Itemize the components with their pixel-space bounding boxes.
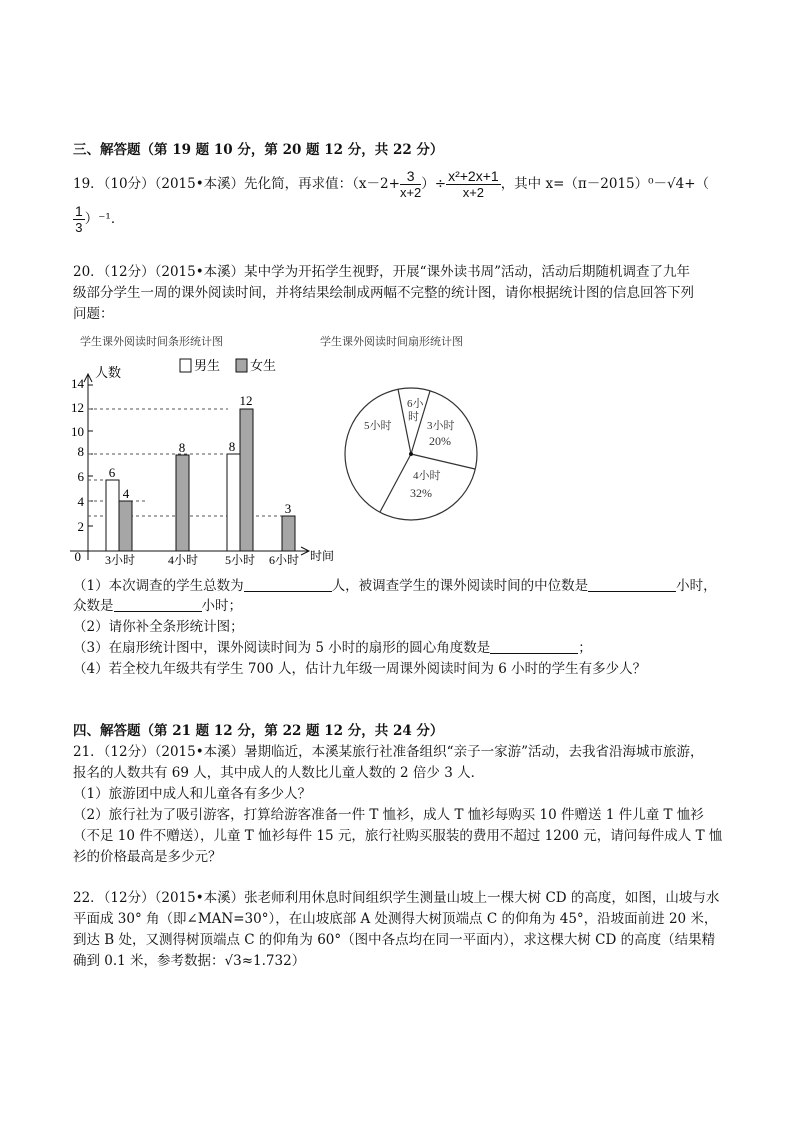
q22-line-2: 平面成 30° 角（即∠MAN=30°），在山坡底部 A 处测得大树顶端点 C 的仰角为 45°，沿坡面前进 20 米， <box>73 911 718 927</box>
svg-text:8: 8 <box>77 444 84 459</box>
fraction-3-over-x-plus-2: $\frac{3}{x+2}$ <box>399 168 422 200</box>
svg-text:8: 8 <box>228 439 236 454</box>
q21-line-5: （不足 10 件不赠送），儿童 T 恤衫每件 15 元，旅行社购买服装的费用不超过 1200 元，请问每件成人 T 恤 <box>73 828 723 844</box>
q22-line-1: 22．（12分）（2015•本溪）张老师利用休息时间组织学生测量山坡上一棵大树 CD 的高度，如图，山坡与水 <box>73 890 720 906</box>
legend-female-swatch <box>236 359 247 372</box>
q20-line-2: 级部分学生一周的课外阅读时间，并将结果绘制成两幅不完整的统计图，请你根据统计图的信息回答下列 <box>73 285 694 301</box>
x-axis-label: 时间 <box>310 549 335 563</box>
legend-male-swatch <box>180 359 191 372</box>
q20-sub-1: （1）本次调查的学生总数为 人，被调查学生的课外阅读时间的中位数是 小时， <box>73 578 717 594</box>
svg-text:12: 12 <box>71 400 84 415</box>
svg-text:6: 6 <box>77 469 84 484</box>
q20-line-3: 问题： <box>73 306 114 322</box>
section-4-heading: 四、解答题（第 21 题 12 分，第 22 题 12 分，共 24 分） <box>73 723 444 739</box>
legend-female-label: 女生 <box>250 359 277 374</box>
q21-line-1: 21．（12分）（2015•本溪）暑期临近，本溪某旅行社准备组织“亲子一家游”活动，去我省沿海城市旅游， <box>73 744 704 760</box>
svg-text:2: 2 <box>77 519 84 534</box>
svg-text:4: 4 <box>122 486 130 501</box>
svg-text:10: 10 <box>71 424 84 439</box>
bar-chart <box>70 350 350 570</box>
q21-line-2: 报名的人数共有 69 人，其中成人的人数比儿童人数的 2 倍少 3 人． <box>73 765 485 781</box>
q20-line-1: 20．（12分）（2015•本溪）某中学为开拓学生视野，开展“课外读书周”活动，活动后期随机调查了九年 <box>73 264 690 280</box>
bar-5h-female <box>240 409 253 551</box>
slice-4h-percent: 32% <box>410 486 432 500</box>
q21-line-3: （1）旅游团中成人和儿童各有多少人？ <box>73 786 312 802</box>
q20-sub-1-cont: 众数是 小时； <box>73 598 242 614</box>
svg-text:12: 12 <box>239 393 253 408</box>
slice-5h-label: 5小时 <box>364 420 392 432</box>
svg-text:时: 时 <box>408 411 419 423</box>
fraction-1-over-3: $\frac{1}{3}$ <box>75 203 83 235</box>
bar-6h-female <box>282 516 295 551</box>
q22-line-3: 到达 B 处，又测得树顶端点 C 的仰角为 60°（图中各点均在同一平面内），求这棵大树 CD 的高度（结果精 <box>73 932 716 948</box>
slice-6h-label: 6小 <box>407 398 424 410</box>
pie-center <box>409 452 413 456</box>
question-19 <box>73 168 709 201</box>
section-3-heading: 三、解答题（第 19 题 10 分，第 20 题 12 分，共 22 分） <box>73 142 444 158</box>
svg-text:3: 3 <box>284 501 292 516</box>
y-ticks <box>71 376 85 564</box>
q22-line-4: 确到 0.1 米，参考数据：√3≈1.732） <box>73 953 306 969</box>
x-categories <box>105 552 299 567</box>
answer-blank-mode[interactable] <box>114 597 202 612</box>
svg-text:8: 8 <box>178 440 186 455</box>
q20-sub-4: （4）若全校九年级共有学生 700 人，估计九年级一周课外阅读时间为 6 小时的学生有多少人？ <box>73 661 647 677</box>
svg-text:5小时: 5小时 <box>224 553 256 567</box>
svg-text:4: 4 <box>77 494 84 509</box>
slice-4h-label: 4小时 <box>413 470 441 482</box>
question-19-cont <box>73 203 124 236</box>
svg-text:3小时: 3小时 <box>104 553 136 567</box>
answer-blank-median[interactable] <box>588 577 676 592</box>
legend-male-label: 男生 <box>194 359 221 374</box>
y-axis-label: 人数 <box>95 366 122 381</box>
svg-text:4小时: 4小时 <box>167 553 199 567</box>
svg-text:14: 14 <box>71 376 84 391</box>
bar-3h-female <box>119 501 132 551</box>
bar-5h-male <box>227 454 240 551</box>
answer-blank-angle[interactable] <box>490 639 578 654</box>
pie-chart-title: 学生课外阅读时间扇形统计图 <box>320 335 463 348</box>
q19-end: ）⁻¹． <box>84 211 125 227</box>
q21-line-4: （2）旅行社为了吸引游客，打算给游客准备一件 T 恤衫，成人 T 恤衫每购买 10 件赠送 1 件儿童 T 恤衫 <box>73 807 704 823</box>
q21-line-6: 衫的价格最高是多少元？ <box>73 849 222 865</box>
q19-prefix: 19．（10分）（2015•本溪）先化简，再求值：（x－2+ <box>73 176 400 192</box>
q20-sub-2: （2）请你补全条形统计图； <box>73 619 244 635</box>
slice-3h-label: 3小时 <box>427 420 455 432</box>
fraction-quadratic: $\frac{\text{x²+2x+1}}{x+2}$ <box>448 168 499 200</box>
pie-chart <box>340 383 480 523</box>
bar-3h-male <box>106 480 119 551</box>
q19-divide: ）÷ <box>421 176 447 192</box>
svg-text:0: 0 <box>74 549 81 564</box>
q19-condition: ，其中 x=（π－2015）⁰－√4+（ <box>500 176 710 192</box>
bar-4h-female <box>176 455 189 551</box>
slice-3h-percent: 20% <box>429 434 451 448</box>
svg-text:6小时: 6小时 <box>268 553 300 567</box>
answer-blank-total[interactable] <box>244 577 332 592</box>
bar-chart-title: 学生课外阅读时间条形统计图 <box>80 335 223 348</box>
svg-text:6: 6 <box>108 465 116 480</box>
q20-sub-3: （3）在扇形统计图中，课外阅读时间为 5 小时的扇形的圆心角度数是 ； <box>73 640 592 656</box>
